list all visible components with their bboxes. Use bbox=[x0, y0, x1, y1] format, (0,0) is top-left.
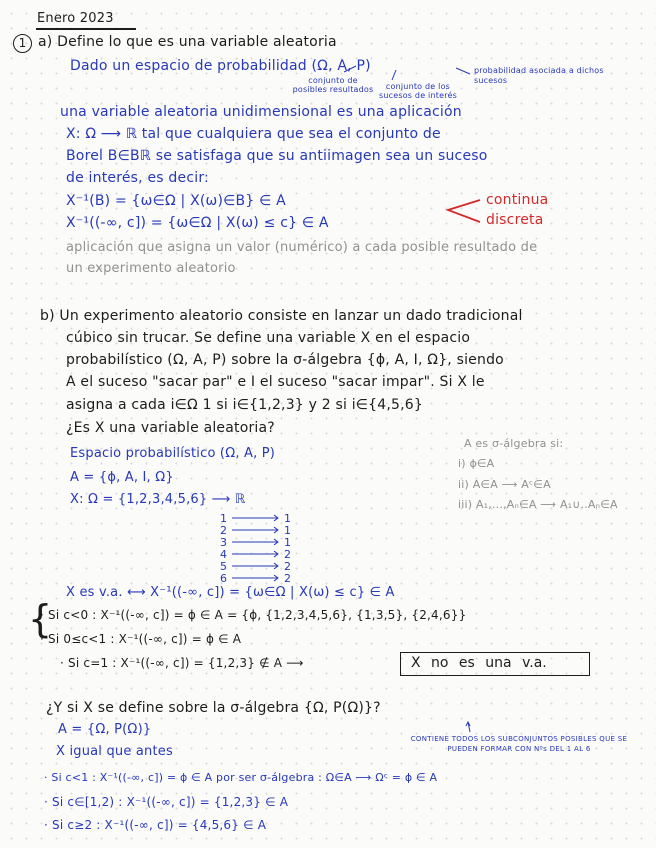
note-arrows bbox=[344, 66, 470, 80]
question-number: 1 bbox=[13, 34, 32, 53]
formula-cdf: X⁻¹((-∞, c]) = {ω∈Ω | X(ω) ≤ c} ∈ A bbox=[66, 215, 329, 231]
map-right-item: 1 bbox=[284, 512, 292, 525]
label-continua: continua bbox=[486, 192, 549, 208]
part-a-line1: Dado un espacio de probabilidad (Ω, A, P) bbox=[70, 58, 371, 74]
conclusion-box: X no es una v.a. bbox=[400, 652, 590, 676]
sigma-def-1: i) ϕ∈A bbox=[458, 457, 495, 470]
map-right-item: 2 bbox=[284, 560, 292, 573]
map-right-item: 1 bbox=[284, 536, 292, 549]
gray-note-line1: aplicación que asigna un valor (numérico) a cada posible resultado de bbox=[66, 240, 538, 255]
map-left-item: 4 bbox=[220, 548, 228, 561]
map-left-item: 6 bbox=[220, 572, 228, 585]
part-c-question: ¿Y si X se define sobre la σ-álgebra {Ω, P(Ω)}? bbox=[46, 700, 381, 716]
part-a-line4: Borel B∈Bℝ se satisfaga que su antiimagen sea un suceso bbox=[66, 148, 488, 164]
map-left-item: 5 bbox=[220, 560, 228, 573]
case-c-0-1: · Si 0≤c<1 : X⁻¹((-∞, c]) = ϕ ∈ A bbox=[40, 632, 242, 646]
sigma-algebra-A: A = {ϕ, A, I, Ω} bbox=[70, 470, 174, 485]
part-b-line5: asigna a cada i∈Ω 1 si i∈{1,2,3} y 2 si i∈{4,5,6} bbox=[66, 397, 424, 413]
part-c-note: CONTIENE TODOS LOS SUBCONJUNTOS POSIBLES QUE SE PUEDEN FORMAR CON Nºs DEL 1 AL 6 bbox=[410, 735, 628, 753]
red-bracket-icon bbox=[448, 200, 480, 222]
map-X: X: Ω = {1,2,3,4,5,6} ⟶ ℝ bbox=[70, 492, 246, 507]
part-a-line2: una variable aleatoria unidimensional es una aplicación bbox=[60, 104, 462, 120]
gray-note-line2: un experimento aleatorio bbox=[66, 261, 236, 276]
sigma-def-3: iii) A₁,...,Aₙ∈A ⟶ A₁∪..Aₙ∈A bbox=[458, 498, 618, 511]
va-definition: X es v.a. ⟷ X⁻¹((-∞, c]) = {ω∈Ω | X(ω) ≤ c} ∈ A bbox=[66, 585, 395, 600]
map-right-item: 1 bbox=[284, 524, 292, 537]
map-left-item: 2 bbox=[220, 524, 228, 537]
map-left-item: 3 bbox=[220, 536, 228, 549]
mapping-arrows bbox=[232, 515, 278, 581]
case-c-1: · Si c=1 : X⁻¹((-∞, c]) = {1,2,3} ∉ A ⟶ bbox=[60, 656, 304, 670]
formula-antiimagen: X⁻¹(B) = {ω∈Ω | X(ω)∈B} ∈ A bbox=[66, 193, 286, 209]
note-P: probabilidad asociada a dichos sucesos bbox=[474, 66, 604, 85]
sigma-def-title: A es σ-álgebra si: bbox=[464, 437, 564, 450]
part-c-sigma: A = {Ω, P(Ω)} bbox=[58, 722, 152, 737]
part-b-line2: cúbico sin trucar. Se define una variable X en el espacio bbox=[66, 330, 471, 346]
sigma-def-2: ii) A∈A ⟶ Aᶜ∈A bbox=[458, 478, 551, 491]
part-b-question: ¿Es X una variable aleatoria? bbox=[66, 420, 275, 436]
part-c-case2: · Si c∈[1,2) : X⁻¹((-∞, c]) = {1,2,3} ∈ A bbox=[44, 795, 289, 809]
part-c-case3: · Si c≥2 : X⁻¹((-∞, c]) = {4,5,6} ∈ A bbox=[44, 818, 267, 832]
part-a-line5: de interés, es decir: bbox=[66, 170, 209, 186]
part-b-line4: A el suceso "sacar par" e I el suceso "sacar impar". Si X le bbox=[66, 374, 485, 390]
part-c-note-arrow bbox=[466, 722, 470, 732]
prob-space: Espacio probabilístico (Ω, A, P) bbox=[70, 446, 276, 461]
case-c-negative: · Si c<0 : X⁻¹((-∞, c]) = ϕ ∈ A = {ϕ, {1,2,3,4,5,6}, {1,3,5}, {2,4,6}} bbox=[40, 608, 467, 622]
map-right-item: 2 bbox=[284, 572, 292, 585]
note-omega: conjunto de posibles resultados bbox=[292, 76, 374, 94]
part-c-same: X igual que antes bbox=[56, 744, 173, 759]
cases-brace: { bbox=[28, 597, 53, 641]
part-a-line3: X: Ω ⟶ ℝ tal que cualquiera que sea el conjunto de bbox=[66, 126, 441, 142]
date-heading: Enero 2023 bbox=[37, 11, 114, 26]
map-right-item: 2 bbox=[284, 548, 292, 561]
part-a-question: a) Define lo que es una variable aleatoria bbox=[38, 34, 337, 50]
map-left-item: 1 bbox=[220, 512, 228, 525]
part-b-line1: b) Un experimento aleatorio consiste en lanzar un dado tradicional bbox=[40, 308, 523, 324]
label-discreta: discreta bbox=[486, 212, 544, 228]
note-A: conjunto de los sucesos de interés bbox=[378, 82, 458, 100]
part-c-case1: · Si c<1 : X⁻¹((-∞, c]) = ϕ ∈ A por ser σ-álgebra : Ω∈A ⟶ Ωᶜ = ϕ ∈ A bbox=[44, 771, 438, 784]
part-b-line3: probabilístico (Ω, A, P) sobre la σ-álgebra {ϕ, A, I, Ω}, siendo bbox=[66, 352, 504, 368]
